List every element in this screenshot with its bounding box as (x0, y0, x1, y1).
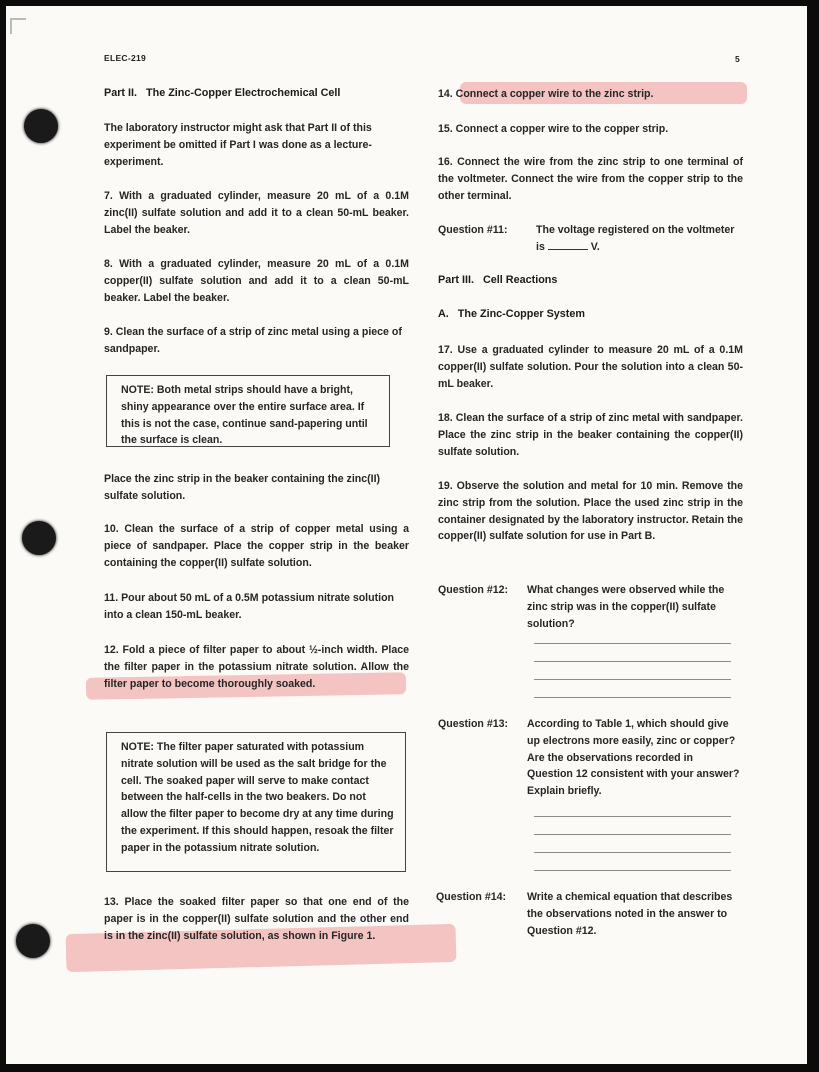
binder-hole-bottom (16, 924, 50, 958)
step-15: 15. Connect a copper wire to the copper strip. (438, 123, 669, 135)
binder-hole-middle (22, 521, 56, 555)
part2-intro: The laboratory instructor might ask that Part II of this experiment be omitted if Part I was done as a lecture-experiment. (104, 122, 372, 168)
question-12-text: What changes were observed while the zinc strip was in the copper(II) sulfate solution? (527, 584, 725, 630)
answer-line-q13-4[interactable] (534, 870, 731, 871)
step-12: 12. Fold a piece of filter paper to about ½-inch width. Place the filter paper in the potassium nitrate solution. Allow the filter paper to become thoroughly soaked. (104, 644, 409, 690)
question-11-unit: V. (590, 240, 600, 253)
note-salt-bridge-text: NOTE: The filter paper saturated with potassium nitrate solution will be used as the salt bridge for the cell. The soaked paper will serve to make contact between the half-cells in the two beakers. Do not allow the filter paper to become dry at any time during the experiment. If this should happen, resoak the filter paper in the potassium nitrate solution. (121, 741, 394, 854)
answer-line-q12-1[interactable] (534, 643, 731, 644)
step-9: 9. Clean the surface of a strip of zinc metal using a piece of sandpaper. (104, 326, 402, 355)
part2-title: Part II. The Zinc-Copper Electrochemical Cell (104, 87, 341, 99)
place-zinc-instruction: Place the zinc strip in the beaker containing the zinc(II) sulfate solution. (104, 473, 381, 502)
answer-line-q12-3[interactable] (534, 679, 731, 680)
step-19: 19. Observe the solution and metal for 10 min. Remove the zinc strip from the solution. Place the used zinc strip in the container designated by the laboratory instructor. Retain the copper(II) sulfate solution for use in Part B. (438, 480, 743, 543)
answer-line-q12-4[interactable] (534, 697, 731, 698)
page-corner-mark (10, 18, 26, 34)
question-12-label: Question #12: (438, 584, 509, 596)
binder-hole-top (24, 109, 58, 143)
question-14-text: Write a chemical equation that describes the observations noted in the answer to Question #12. (527, 891, 733, 937)
step-17: 17. Use a graduated cylinder to measure 20 mL of a 0.1M copper(II) sulfate solution. Pour the solution into a clean 50-mL beaker. (438, 344, 743, 390)
step-18: 18. Clean the surface of a strip of zinc metal with sandpaper. Place the zinc strip in the beaker containing the copper(II) sulfate solution. (438, 412, 743, 458)
question-14-label: Question #14: (436, 891, 507, 903)
note-metal-strips (106, 375, 390, 447)
note-metal-strips-text: NOTE: Both metal strips should have a bright, shiny appearance over the entire surface area. If this is not the case, continue sand-papering until the surface is clean. (121, 384, 368, 447)
question-11-label: Question #11: (438, 224, 508, 236)
question-13-text: According to Table 1, which should give up electrons more easily, zinc or copper? Are the observations recorded in Question 12 consistent with your answer? Explain briefly. (527, 718, 740, 798)
voltage-answer-blank[interactable] (548, 239, 588, 250)
page-number: 5 (735, 54, 741, 64)
step-7: 7. With a graduated cylinder, measure 20 mL of a 0.1M zinc(II) sulfate solution and add it to a clean 50-mL beaker. Label the beaker. (104, 190, 409, 236)
answer-line-q13-3[interactable] (534, 852, 731, 853)
step-10: 10. Clean the surface of a strip of copper metal using a piece of sandpaper. Place the copper strip in the beaker containing the copper(II) sulfate solution. (104, 523, 409, 569)
answer-line-q13-2[interactable] (534, 834, 731, 835)
question-13-label: Question #13: (438, 718, 509, 730)
question-11-text: The voltage registered on the voltmeter is (536, 224, 735, 253)
step-8: 8. With a graduated cylinder, measure 20 mL of a 0.1M copper(II) sulfate solution and add it to a clean 50-mL beaker. Label the beaker. (104, 258, 409, 304)
answer-line-q13-1[interactable] (534, 816, 731, 817)
step-14: 14. Connect a copper wire to the zinc strip. (438, 88, 654, 100)
step-13: 13. Place the soaked filter paper so that one end of the paper is in the copper(II) sulfate solution and the other end is in the zinc(II) sulfate solution, as shown in Figure 1. (104, 896, 409, 942)
note-salt-bridge (106, 732, 406, 872)
course-code: ELEC-219 (104, 53, 147, 63)
part3-title: Part III. Cell Reactions (438, 274, 558, 286)
step-11: 11. Pour about 50 mL of a 0.5M potassium nitrate solution into a clean 150-mL beaker. (104, 592, 395, 621)
step-16: 16. Connect the wire from the zinc strip to one terminal of the voltmeter. Connect the wire from the copper strip to the other terminal. (438, 156, 743, 202)
question-11 (536, 222, 741, 256)
answer-line-q12-2[interactable] (534, 661, 731, 662)
section-a-title: A. The Zinc-Copper System (438, 308, 585, 320)
document-page (6, 6, 807, 1064)
